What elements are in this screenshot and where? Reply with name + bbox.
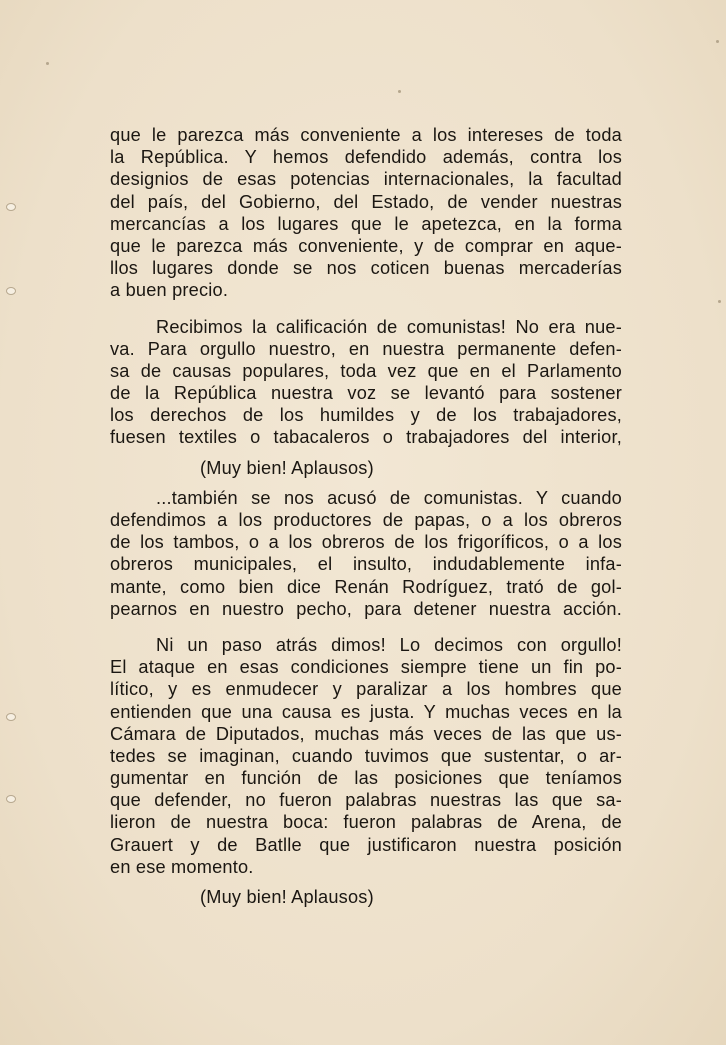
text-line: sa de causas populares, toda vez que en el Parlamento — [110, 360, 622, 381]
text-line: ...también se nos acusó de comunistas. Y cuando — [156, 487, 622, 508]
text-line: designios de esas potencias internacionales, la facultad — [110, 169, 622, 190]
paragraph — [110, 124, 622, 302]
text-line: pearnos en nuestro pecho, para detener nuestra acción. — [110, 598, 622, 619]
text-line: tedes se imaginan, cuando tuvimos que sustentar, o ar- — [110, 745, 622, 766]
text-line: que le parezca más conveniente, y de comprar en aque- — [110, 235, 622, 256]
text-line: de la República nuestra voz se levantó para sostener — [110, 383, 622, 404]
text-line: fuesen textiles o tabacaleros o trabajadores del interior, — [110, 427, 622, 448]
paper-speck — [716, 40, 719, 43]
paper-speck — [718, 300, 721, 303]
binding-hole — [6, 713, 16, 721]
text-line: del país, del Gobierno, del Estado, de vender nuestras — [110, 191, 622, 212]
text-line: El ataque en esas condiciones siempre tiene un fin po- — [110, 657, 622, 678]
text-line: lieron de nuestra boca: fueron palabras de Arena, de — [110, 812, 622, 833]
binding-hole — [6, 795, 16, 803]
text-line: de los tambos, o a los obreros de los frigoríficos, o a los — [110, 532, 622, 553]
paragraph — [110, 634, 622, 878]
text-line: Grauert y de Batlle que justificaron nuestra posición — [110, 834, 622, 855]
text-line: defendimos a los productores de papas, o a los obreros — [110, 510, 622, 530]
paragraph — [110, 316, 622, 449]
text-line: los derechos de los humildes y de los trabajadores, — [110, 405, 622, 426]
text-line: la República. Y hemos defendido además, contra los — [110, 147, 622, 168]
document-body — [110, 124, 622, 908]
text-line: mante, como bien dice Renán Rodríguez, trató de gol- — [110, 576, 622, 597]
text-line: que defender, no fueron palabras nuestras las que sa- — [110, 790, 622, 811]
text-line: a buen precio. — [110, 280, 229, 301]
text-line: entienden que una causa es justa. Y muchas veces en la — [110, 701, 622, 722]
paragraph — [110, 487, 622, 620]
applause-note: (Muy bien! Aplausos) — [200, 457, 374, 478]
text-line: Ni un paso atrás dimos! Lo decimos con orgullo! — [156, 634, 622, 655]
text-line: en ese momento. — [110, 856, 254, 877]
text-line: lítico, y es enmudecer y paralizar a los hombres que — [110, 679, 622, 700]
text-line: mercancías a los lugares que le apetezca, en la forma — [110, 213, 622, 234]
applause-note: (Muy bien! Aplausos) — [200, 887, 374, 907]
text-line: Cámara de Diputados, muchas más veces de las que us- — [110, 723, 622, 744]
binding-hole — [6, 203, 16, 211]
text-line: gumentar en función de las posiciones que teníamos — [110, 768, 622, 789]
paper-speck — [46, 62, 49, 65]
text-line: obreros municipales, el insulto, indudablemente infa- — [110, 554, 622, 575]
paper-speck — [398, 90, 401, 93]
text-line: Recibimos la calificación de comunistas! No era nue- — [156, 316, 622, 337]
text-line: va. Para orgullo nuestro, en nuestra permanente defen- — [110, 338, 622, 359]
text-line: llos lugares donde se nos coticen buenas mercaderías — [110, 258, 622, 279]
binding-hole — [6, 287, 16, 295]
text-line: que le parezca más conveniente a los intereses de toda — [110, 125, 622, 145]
